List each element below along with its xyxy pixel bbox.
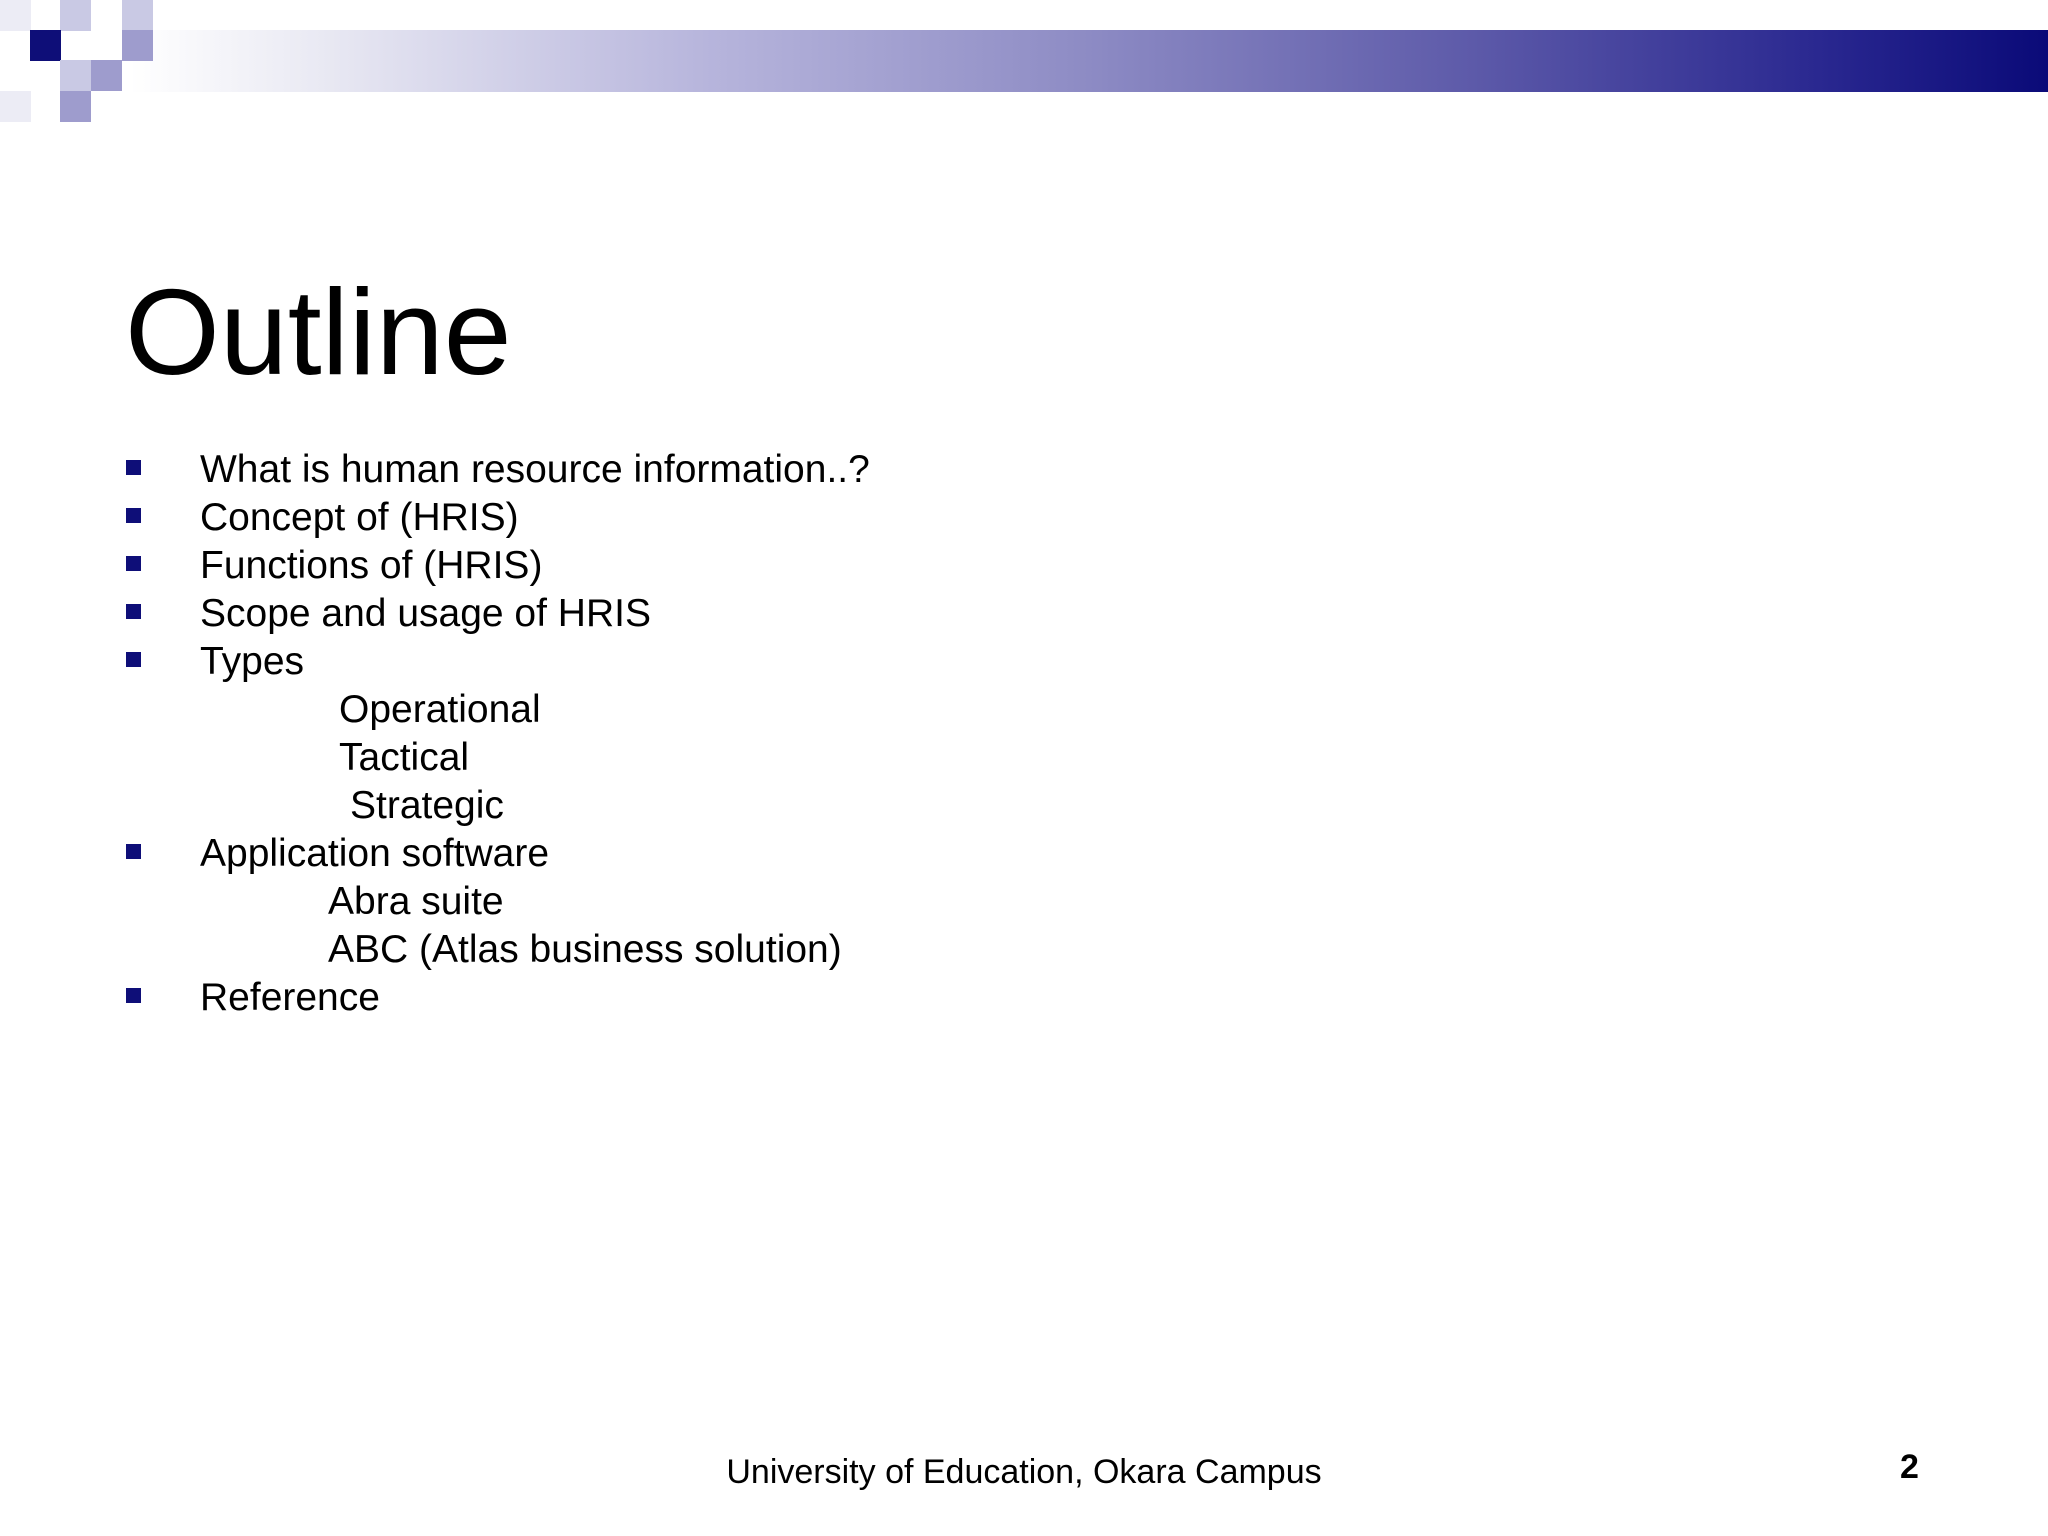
page-number: 2 [1900,1448,1919,1486]
list-item: Functions of (HRIS) [200,544,543,587]
decor-square [0,91,31,122]
bullet-square-icon [126,844,141,859]
slide-title: Outline [125,264,512,400]
decor-square [0,0,31,31]
bullet-square-icon [126,604,141,619]
list-item: What is human resource information..? [200,448,870,491]
bullet-square-icon [126,508,141,523]
decor-square [60,60,91,91]
sub-list-item: Operational [339,688,541,731]
decor-square [122,30,153,61]
decor-square [60,0,91,31]
decor-square [122,0,153,31]
bullet-square-icon [126,460,141,475]
sub-list-item: Abra suite [328,880,504,923]
sub-list-item: Tactical [339,736,470,779]
slide-footer: University of Education, Okara Campus [726,1453,1322,1491]
sub-list-item: Strategic [350,784,504,827]
list-item: Concept of (HRIS) [200,496,519,539]
decor-square [60,91,91,122]
decor-square [30,30,61,61]
list-item: Scope and usage of HRIS [200,592,651,635]
bullet-square-icon [126,988,141,1003]
bullet-square-icon [126,652,141,667]
sub-list-item: ABC (Atlas business solution) [328,928,842,971]
decor-square [91,60,122,91]
list-item: Application software [200,832,550,875]
header-gradient-bar [130,30,2048,92]
bullet-square-icon [126,556,141,571]
list-item: Types [200,640,305,683]
list-item: Reference [200,976,380,1019]
